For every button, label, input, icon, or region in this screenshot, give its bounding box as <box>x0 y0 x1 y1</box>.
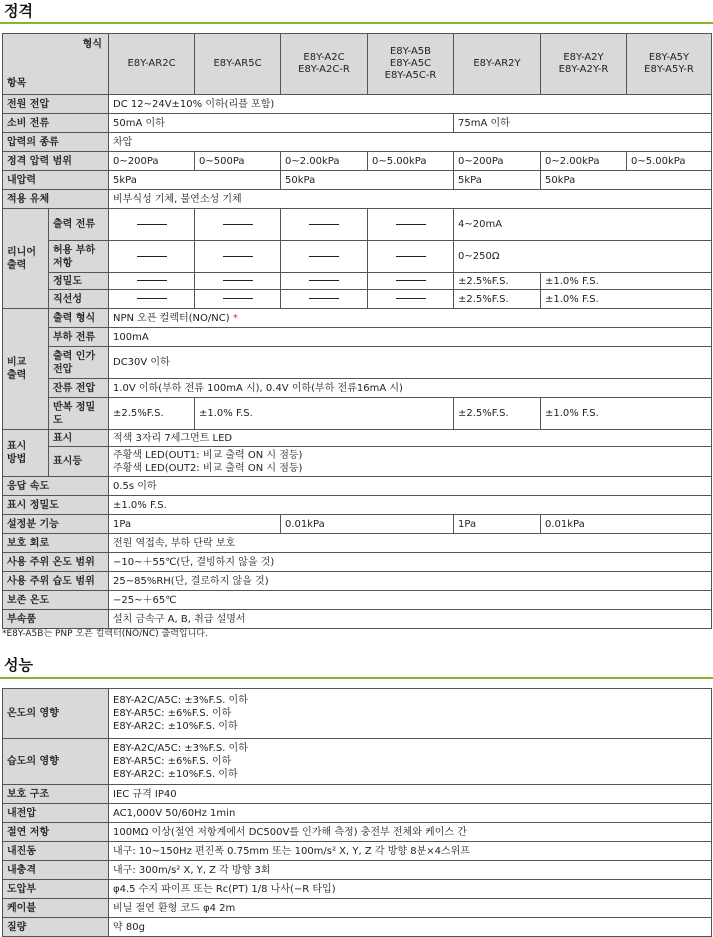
humidity-effect-value: E8Y-A2C/A5C: ±3%F.S. 이하 E8Y-AR5C: ±6%F.S. 이하 E8Y-AR2C: ±10%F.S. 이하 <box>109 739 712 785</box>
dash-cell <box>195 273 281 290</box>
display-accuracy-label: 표시 정밀도 <box>3 496 109 515</box>
weight-value: 약 80g <box>109 918 712 937</box>
comp-residual-value: 1.0V 이하(부하 전류 100mA 시), 0.4V 이하(부하 전류16mA 시) <box>109 379 712 398</box>
linear-accuracy-value-a: ±2.5%F.S. <box>454 273 541 290</box>
pressure-type-value: 차압 <box>109 133 712 152</box>
range-value: 0~5.00kPa <box>368 152 454 171</box>
range-value: 0~2.00kPa <box>541 152 627 171</box>
linear-accuracy-label: 정밀도 <box>49 273 109 290</box>
model-header: E8Y-AR5C <box>195 34 281 95</box>
model-header: E8Y-A5B E8Y-A5C E8Y-A5C-R <box>368 34 454 95</box>
power-value: DC 12~24V±10% 이하(리플 포함) <box>109 95 712 114</box>
comp-repeat-value: ±1.0% F.S. <box>541 398 712 430</box>
dash-cell <box>281 241 368 273</box>
display-label: 표시 <box>49 430 109 447</box>
comp-residual-label: 잔류 전압 <box>49 379 109 398</box>
spec-title-rule <box>0 22 713 24</box>
comp-voltage-label: 출력 인가 전압 <box>49 347 109 379</box>
model-header: E8Y-A5Y E8Y-A5Y-R <box>627 34 712 95</box>
dash-cell <box>195 290 281 309</box>
withstand-voltage-value: AC1,000V 50/60Hz 1min <box>109 804 712 823</box>
range-label: 정격 압력 범위 <box>3 152 109 171</box>
dash-cell <box>368 273 454 290</box>
model-header: E8Y-A2Y E8Y-A2Y-R <box>541 34 627 95</box>
port-value: φ4.5 수지 파이프 또는 Rc(PT) 1/8 나사(−R 타입) <box>109 880 712 899</box>
model-header: E8Y-AR2C <box>109 34 195 95</box>
range-value: 0~2.00kPa <box>281 152 368 171</box>
linear-linearity-value-a: ±2.5%F.S. <box>454 290 541 309</box>
fluid-label: 적용 유체 <box>3 190 109 209</box>
comp-repeat-label: 반복 정밀 도 <box>49 398 109 430</box>
withstand-voltage-label: 내전압 <box>3 804 109 823</box>
resolution-value: 0.01kPa <box>541 515 712 534</box>
humidity-effect-label: 습도의 영향 <box>3 739 109 785</box>
withstand-value: 50kPa <box>541 171 712 190</box>
resolution-value: 1Pa <box>454 515 541 534</box>
dash-cell <box>281 273 368 290</box>
comp-repeat-value: ±1.0% F.S. <box>195 398 454 430</box>
withstand-label: 내압력 <box>3 171 109 190</box>
footnote: *E8Y-A5B는 PNP 오픈 컬렉터(NO/NC) 출력입니다. <box>2 629 208 639</box>
dash-cell <box>195 241 281 273</box>
withstand-value: 5kPa <box>109 171 281 190</box>
response-value: 0.5s 이하 <box>109 477 712 496</box>
current-label: 소비 전류 <box>3 114 109 133</box>
fluid-value: 비부식성 기체, 불연소성 기체 <box>109 190 712 209</box>
resolution-label: 설정분 기능 <box>3 515 109 534</box>
temperature-value: −10~＋55℃(단, 결빙하지 않을 것) <box>109 553 712 572</box>
cable-value: 비닐 절연 환형 코드 φ4 2m <box>109 899 712 918</box>
resolution-value: 1Pa <box>109 515 281 534</box>
linear-load-value: 0~250Ω <box>454 241 712 273</box>
dash-cell <box>368 241 454 273</box>
protection-value: 전원 역접속, 부하 단락 보호 <box>109 534 712 553</box>
response-label: 응답 속도 <box>3 477 109 496</box>
vibration-value: 내구: 10~150Hz 편진폭 0.75mm 또는 100m/s² X, Y, Z 각 방향 8분×4스위프 <box>109 842 712 861</box>
dash-cell <box>109 241 195 273</box>
comparison-output-group-label: 비교 출력 <box>3 309 49 430</box>
linear-current-label: 출력 전류 <box>49 209 109 241</box>
vibration-label: 내진동 <box>3 842 109 861</box>
comp-type-value <box>109 309 712 328</box>
linear-linearity-label: 직선성 <box>49 290 109 309</box>
spec-table <box>2 33 712 629</box>
port-label: 도압부 <box>3 880 109 899</box>
resolution-value: 0.01kPa <box>281 515 454 534</box>
linear-output-group-label: 리니어 출력 <box>3 209 49 309</box>
protection-label: 보호 회로 <box>3 534 109 553</box>
footnote-star: * <box>232 312 238 324</box>
current-value-a: 50mA 이하 <box>109 114 454 133</box>
comp-repeat-value: ±2.5%F.S. <box>109 398 195 430</box>
comp-type-text: NPN 오픈 컬렉터(NO/NC) <box>113 312 230 324</box>
accessory-value: 설치 금속구 A, B, 취급 설명서 <box>109 610 712 629</box>
range-value: 0~200Pa <box>454 152 541 171</box>
shock-label: 내충격 <box>3 861 109 880</box>
range-value: 0~200Pa <box>109 152 195 171</box>
header-corner-item: 항목 <box>7 78 27 89</box>
model-header: E8Y-A2C E8Y-A2C-R <box>281 34 368 95</box>
header-corner <box>3 34 109 95</box>
dash-cell <box>195 209 281 241</box>
dash-cell <box>368 209 454 241</box>
comp-load-label: 부하 전류 <box>49 328 109 347</box>
structure-label: 보호 구조 <box>3 785 109 804</box>
indicator-value: 주황색 LED(OUT1: 비교 출력 ON 시 점등) 주황색 LED(OUT2: 비교 출력 ON 시 점등) <box>109 447 712 477</box>
power-label: 전원 전압 <box>3 95 109 114</box>
withstand-value: 50kPa <box>281 171 454 190</box>
perf-table <box>2 688 712 937</box>
linear-linearity-value-b: ±1.0% F.S. <box>541 290 712 309</box>
linear-accuracy-value-b: ±1.0% F.S. <box>541 273 712 290</box>
comp-type-label: 출력 형식 <box>49 309 109 328</box>
dash-cell <box>109 209 195 241</box>
temperature-label: 사용 주위 온도 범위 <box>3 553 109 572</box>
spec-section-title: 정격 <box>4 2 33 20</box>
linear-current-value: 4~20mA <box>454 209 712 241</box>
range-value: 0~500Pa <box>195 152 281 171</box>
comp-voltage-value: DC30V 이하 <box>109 347 712 379</box>
weight-label: 질량 <box>3 918 109 937</box>
insulation-value: 100MΩ 이상(절연 저항계에서 DC500V를 인가해 측정) 충전부 전체와 케이스 간 <box>109 823 712 842</box>
cable-label: 케이블 <box>3 899 109 918</box>
dash-cell <box>109 290 195 309</box>
accessory-label: 부속품 <box>3 610 109 629</box>
dash-cell <box>281 290 368 309</box>
shock-value: 내구: 300m/s² X, Y, Z 각 방향 3회 <box>109 861 712 880</box>
range-value: 0~5.00kPa <box>627 152 712 171</box>
perf-section-title: 성능 <box>4 656 33 674</box>
linear-load-label: 허용 부하 저항 <box>49 241 109 273</box>
dash-cell <box>368 290 454 309</box>
display-value: 적색 3자리 7세그먼트 LED <box>109 430 712 447</box>
indicator-label: 표시등 <box>49 447 109 477</box>
humidity-value: 25~85%RH(단, 결로하지 않을 것) <box>109 572 712 591</box>
display-group-label: 표시 방법 <box>3 430 49 477</box>
temp-effect-value: E8Y-A2C/A5C: ±3%F.S. 이하 E8Y-AR5C: ±6%F.S. 이하 E8Y-AR2C: ±10%F.S. 이하 <box>109 689 712 739</box>
model-header: E8Y-AR2Y <box>454 34 541 95</box>
pressure-type-label: 압력의 종류 <box>3 133 109 152</box>
comp-load-value: 100mA <box>109 328 712 347</box>
display-accuracy-value: ±1.0% F.S. <box>109 496 712 515</box>
humidity-label: 사용 주위 습도 범위 <box>3 572 109 591</box>
comp-repeat-value: ±2.5%F.S. <box>454 398 541 430</box>
dash-cell <box>109 273 195 290</box>
dash-cell <box>281 209 368 241</box>
storage-label: 보존 온도 <box>3 591 109 610</box>
perf-title-rule <box>0 677 713 679</box>
storage-value: −25~＋65℃ <box>109 591 712 610</box>
withstand-value: 5kPa <box>454 171 541 190</box>
current-value-b: 75mA 이하 <box>454 114 712 133</box>
insulation-label: 절연 저항 <box>3 823 109 842</box>
header-corner-model: 형식 <box>82 39 102 50</box>
temp-effect-label: 온도의 영향 <box>3 689 109 739</box>
structure-value: IEC 규격 IP40 <box>109 785 712 804</box>
